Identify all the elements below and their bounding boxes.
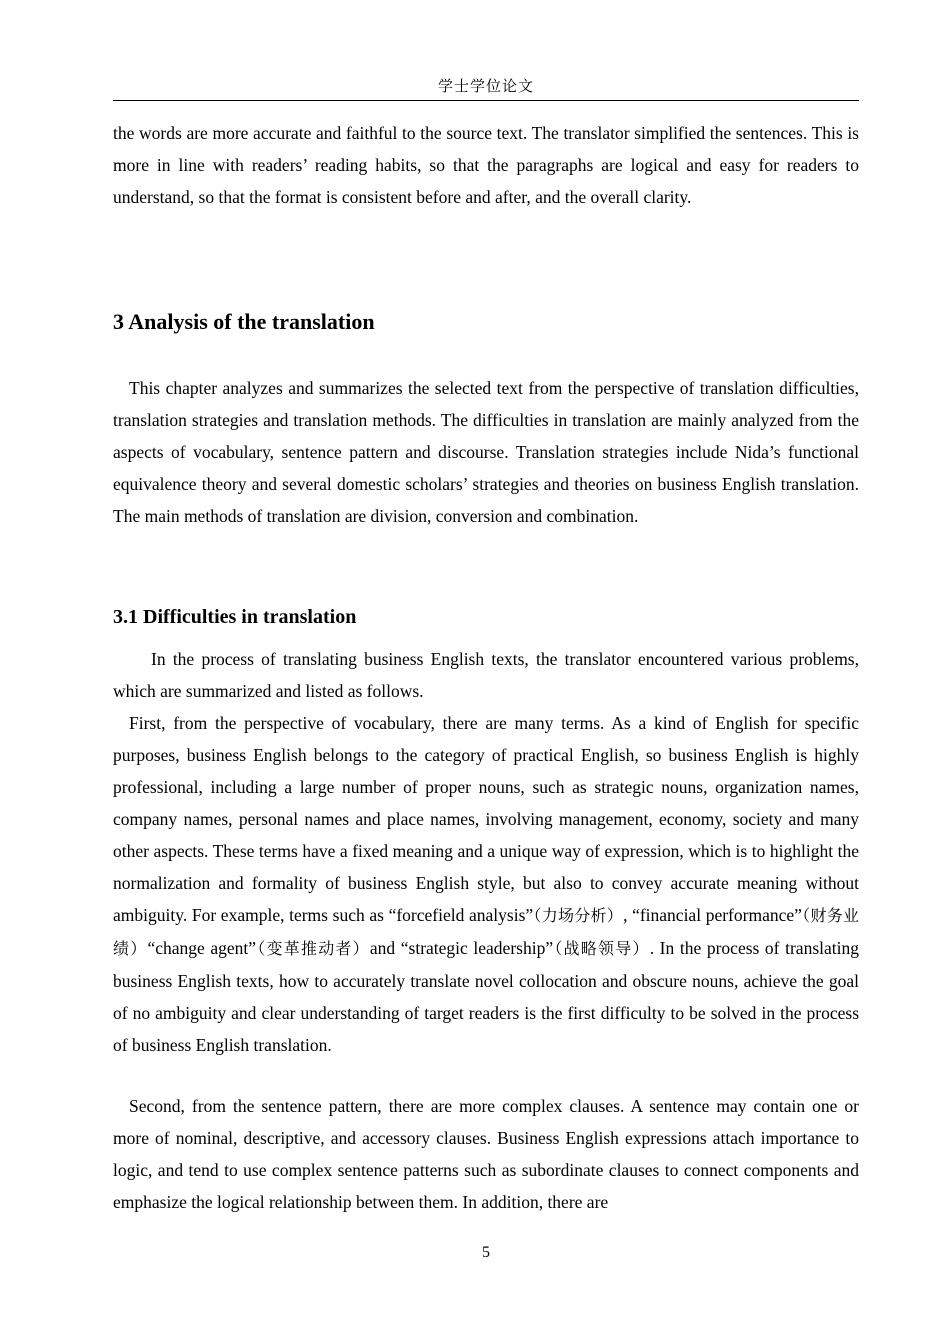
term-translation-change-agent: （变革推动者） [256, 939, 370, 958]
vocabulary-text-1: First, from the perspective of vocabulary, there are many terms. As a kind of English for specific purposes, business English belongs to the category of practical English, so business English is highly professional, including a large number of proper nouns, such as strategic nouns, organization names, company names, personal names and place names, involving management, economy, society and many other aspects. These terms have a fixed meaning and a unique way of expression, which is to highlight the normalization and formality of business English style, but also to convey accurate meaning without ambiguity. For example, terms such as “forcefield analysis” [113, 713, 859, 925]
paragraph-sentence-pattern: Second, from the sentence pattern, there are more complex clauses. A sentence may contain one or more of nominal, descriptive, and accessory clauses. Business English expressions attach importance to logic, and tend to use complex sentence patterns such as subordinate clauses to connect components and emphasize the logical relationship between them. In addition, there are [113, 1096, 859, 1212]
paragraph-vocabulary [113, 707, 859, 1061]
paragraph-continuation: the words are more accurate and faithful to the source text. The translator simplified the sentences. This is more in line with readers’ reading habits, so that the paragraphs are logical and easy for readers to understand, so that the format is consistent before and after, and the overall clarity. [113, 123, 859, 207]
vocabulary-text-4: and “strategic leadership” [369, 938, 554, 958]
header-divider [113, 100, 859, 101]
vocabulary-text-3: “change agent” [147, 938, 257, 958]
page-number: 5 [482, 1244, 490, 1261]
vocabulary-text-5: . In the process of translating business English texts, how to accurately translate novel collocation and obscure nouns, achieve the goal of no ambiguity and clear understanding of target readers is the first difficulty to be solved in the process of business English translation. [113, 938, 859, 1055]
vocabulary-text-2: , “financial performance” [623, 905, 802, 925]
term-translation-strategic: （战略领导） [553, 939, 650, 958]
paragraph-chapter-intro: This chapter analyzes and summarizes the selected text from the perspective of translation difficulties, translation strategies and translation methods. The difficulties in translation are mainly analyzed from the aspects of vocabulary, sentence pattern and discourse. Translation strategies include Nida’s functional equivalence theory and several domestic scholars’ strategies and theories on business English translation. The main methods of translation are division, conversion and combination. [113, 378, 859, 526]
paragraph-difficulties-intro: In the process of translating business English texts, the translator encountered various problems, which are summarized and listed as follows. [113, 649, 859, 701]
section-heading-3: 3 Analysis of the translation [113, 309, 375, 334]
section-heading-3-1: 3.1 Difficulties in translation [113, 606, 357, 628]
term-translation-financial: （财务业绩） [113, 906, 859, 958]
term-translation-forcefield: （力场分析） [533, 906, 624, 925]
running-header: 学士学位论文 [437, 77, 534, 95]
